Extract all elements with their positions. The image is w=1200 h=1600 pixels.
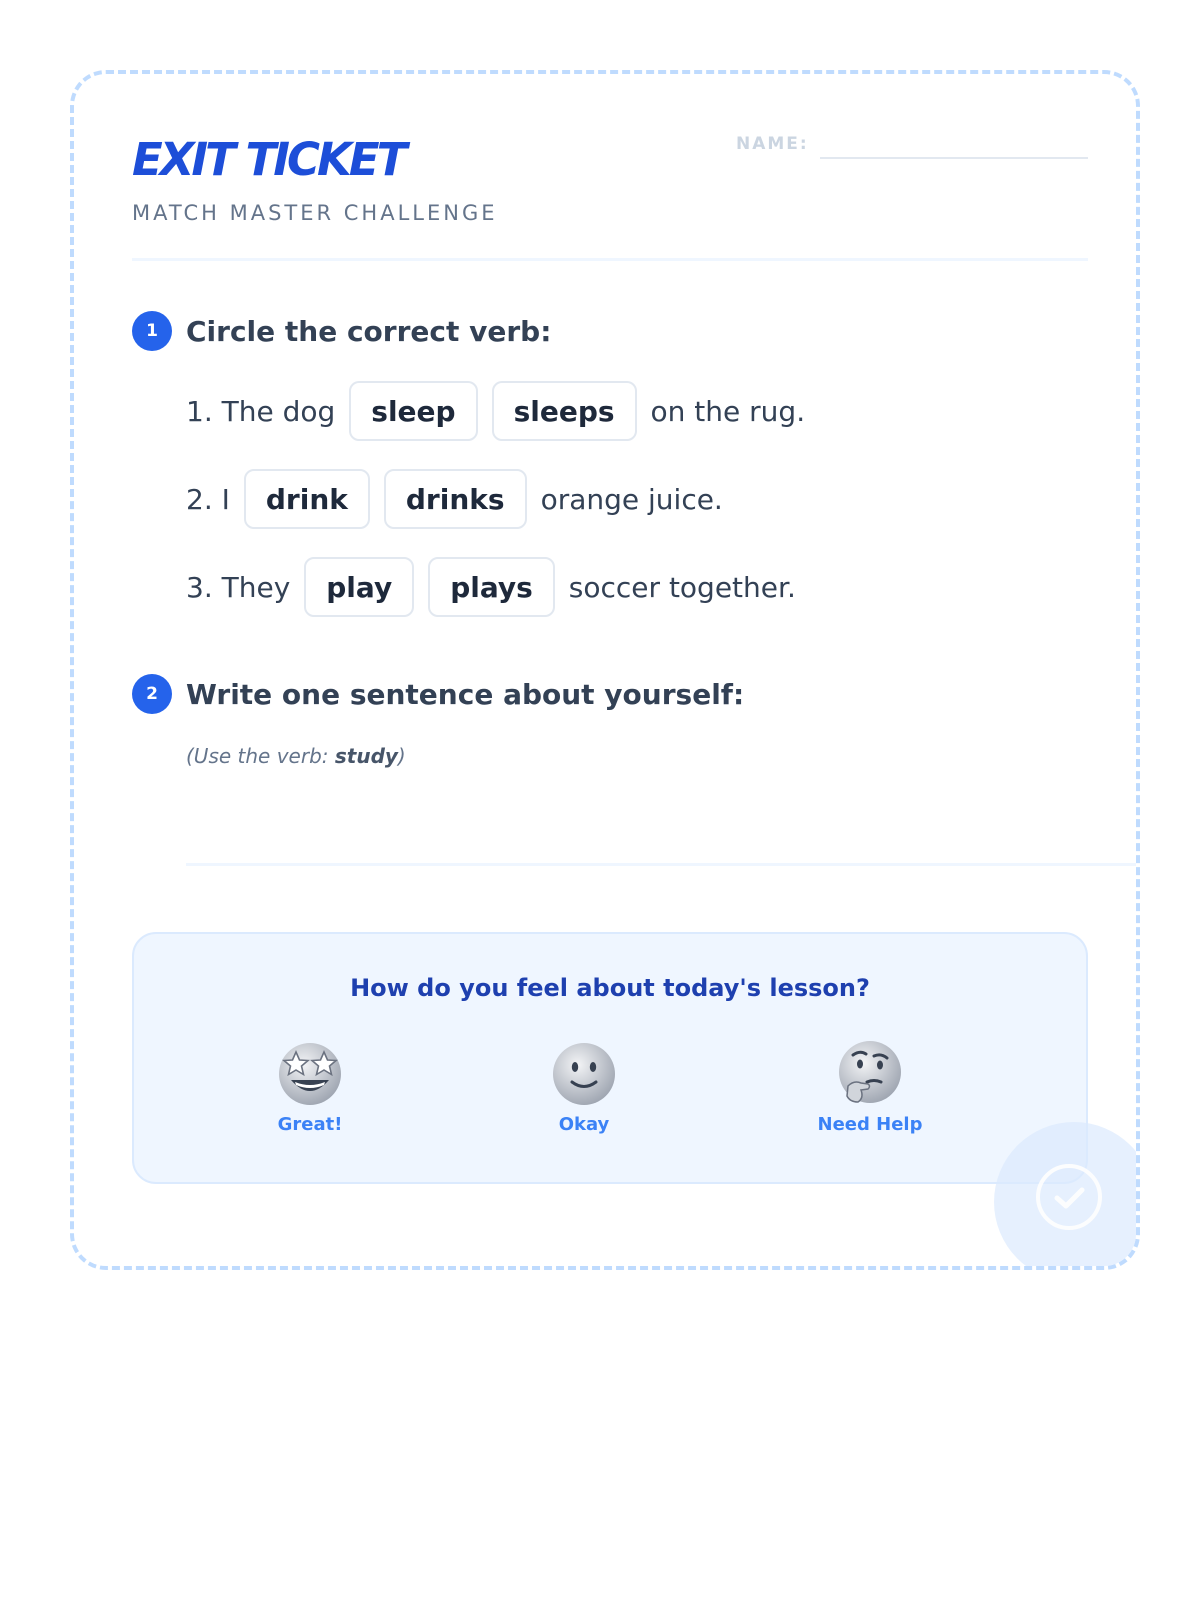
choice-sleep[interactable]: sleep xyxy=(349,381,477,441)
feedback-question: How do you feel about today's lesson? xyxy=(350,974,870,1002)
sentence-2-before: 2. I xyxy=(186,482,230,516)
check-icon xyxy=(1036,1164,1102,1230)
choice-sleeps[interactable]: sleeps xyxy=(492,381,637,441)
page-subtitle: MATCH MASTER CHALLENGE xyxy=(132,201,498,225)
choice-drink[interactable]: drink xyxy=(244,469,370,529)
slightly-smiling-face-icon xyxy=(548,1036,620,1108)
choice-plays[interactable]: plays xyxy=(428,557,555,617)
question-2-number-badge: 2 xyxy=(132,674,172,714)
sentence-1-after: on the rug. xyxy=(650,394,806,428)
question-1-heading xyxy=(132,311,551,351)
sentence-3 xyxy=(186,555,796,619)
name-label: NAME: xyxy=(736,134,809,154)
hint-suffix: ) xyxy=(397,744,406,768)
sentence-1-before: 1. The dog xyxy=(186,394,336,428)
mood-great-label: Great! xyxy=(277,1114,343,1135)
hint-prefix: (Use the verb: xyxy=(186,744,335,768)
question-1-prompt: Circle the correct verb: xyxy=(186,314,552,348)
choice-drinks[interactable]: drinks xyxy=(384,469,527,529)
mood-need-help-label: Need Help xyxy=(817,1114,923,1135)
question-2-prompt: Write one sentence about yourself: xyxy=(186,677,745,711)
question-1-number-badge: 1 xyxy=(132,311,172,351)
sentence-1 xyxy=(186,379,805,443)
question-2-hint xyxy=(186,744,406,768)
sentence-2-after: orange juice. xyxy=(540,482,723,516)
sentence-2 xyxy=(186,467,723,531)
mood-great-option[interactable] xyxy=(210,1036,410,1135)
exit-ticket-card xyxy=(70,70,1140,1270)
mood-okay-label: Okay xyxy=(558,1114,610,1135)
page-title: EXIT TICKET xyxy=(132,133,405,186)
mood-need-help-option[interactable] xyxy=(770,1036,970,1135)
thinking-face-icon xyxy=(834,1036,906,1108)
choice-play[interactable]: play xyxy=(304,557,414,617)
question-2-heading xyxy=(132,674,744,714)
mood-okay-option[interactable] xyxy=(484,1036,684,1135)
feedback-panel xyxy=(132,932,1088,1184)
sentence-answer-line[interactable] xyxy=(186,863,1136,866)
header-divider xyxy=(132,258,1088,261)
sentence-3-before: 3. They xyxy=(186,570,291,604)
star-struck-face-icon xyxy=(274,1036,346,1108)
sentence-3-after: soccer together. xyxy=(568,570,796,604)
hint-verb: study xyxy=(334,744,398,768)
name-field[interactable] xyxy=(820,157,1088,159)
